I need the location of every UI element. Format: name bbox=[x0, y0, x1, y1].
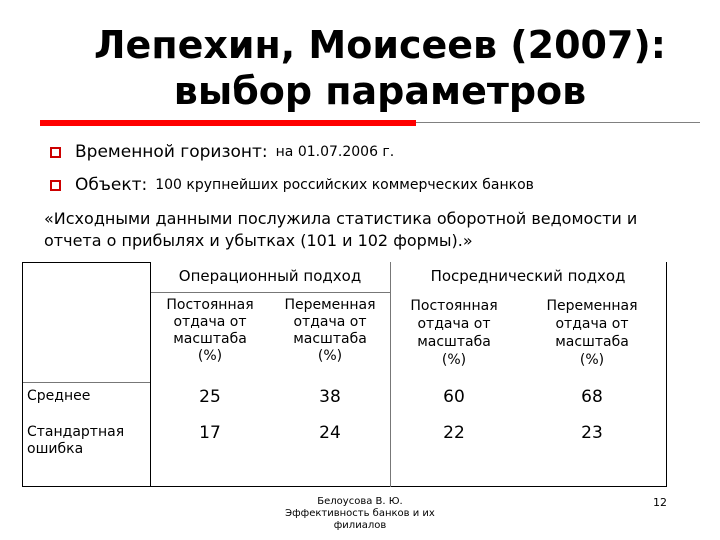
table-border-left bbox=[22, 262, 23, 487]
group-underline bbox=[150, 292, 390, 293]
table-cell: 22 bbox=[443, 423, 465, 443]
bullet-label: Временной горизонт: bbox=[75, 142, 268, 162]
bullet-time-horizon bbox=[50, 139, 394, 165]
group-header-operational: Операционный подход bbox=[178, 267, 362, 285]
table-border-right bbox=[666, 262, 667, 487]
table-cell: 25 bbox=[199, 387, 221, 407]
table-cell: 23 bbox=[581, 423, 603, 443]
square-bullet-icon bbox=[50, 180, 61, 191]
column-header: Переменная отдача от масштаба (%) bbox=[284, 297, 376, 364]
title-line-1: Лепехин, Моисеев (2007): bbox=[93, 23, 666, 67]
source-quote: «Исходными данными послужила статистика оборотной ведомости и отчета о прибылях и убытках (101 и 102 формы).» bbox=[44, 209, 638, 250]
title-line-2: выбор параметров bbox=[173, 69, 587, 113]
row-label-std-error: Стандартная ошибка bbox=[27, 424, 125, 457]
title-rule bbox=[416, 122, 700, 123]
footer-subtitle-1: Эффективность банков и их bbox=[285, 508, 435, 519]
label-column-divider bbox=[150, 262, 151, 487]
slide-title bbox=[60, 22, 700, 114]
group-divider bbox=[390, 262, 391, 487]
column-header: Переменная отдача от масштаба (%) bbox=[546, 298, 638, 368]
bullet-value: на 01.07.2006 г. bbox=[275, 144, 395, 160]
table-cell: 38 bbox=[319, 387, 341, 407]
table-cell: 60 bbox=[443, 387, 465, 407]
square-bullet-icon bbox=[50, 147, 61, 158]
column-header: Постоянная отдача от масштаба (%) bbox=[166, 297, 254, 364]
bullet-label: Объект: bbox=[75, 175, 148, 195]
bullet-object bbox=[50, 172, 534, 198]
slide-footer bbox=[240, 496, 480, 532]
footer-author: Белоусова В. Ю. bbox=[317, 496, 403, 507]
title-accent-bar bbox=[40, 120, 416, 126]
group-header-intermediation: Посреднический подход bbox=[430, 267, 626, 285]
column-header: Постоянная отдача от масштаба (%) bbox=[410, 298, 498, 368]
table-cell: 17 bbox=[199, 423, 221, 443]
page-number: 12 bbox=[653, 496, 667, 509]
table-border-top bbox=[22, 262, 150, 263]
bullet-value: 100 крупнейших российских коммерческих банков bbox=[155, 177, 534, 193]
row-label-mean: Среднее bbox=[27, 388, 91, 404]
table-border-bottom bbox=[22, 486, 667, 487]
row-divider bbox=[22, 382, 150, 383]
footer-subtitle-2: филиалов bbox=[333, 520, 387, 531]
table-cell: 68 bbox=[581, 387, 603, 407]
table-cell: 24 bbox=[319, 423, 341, 443]
